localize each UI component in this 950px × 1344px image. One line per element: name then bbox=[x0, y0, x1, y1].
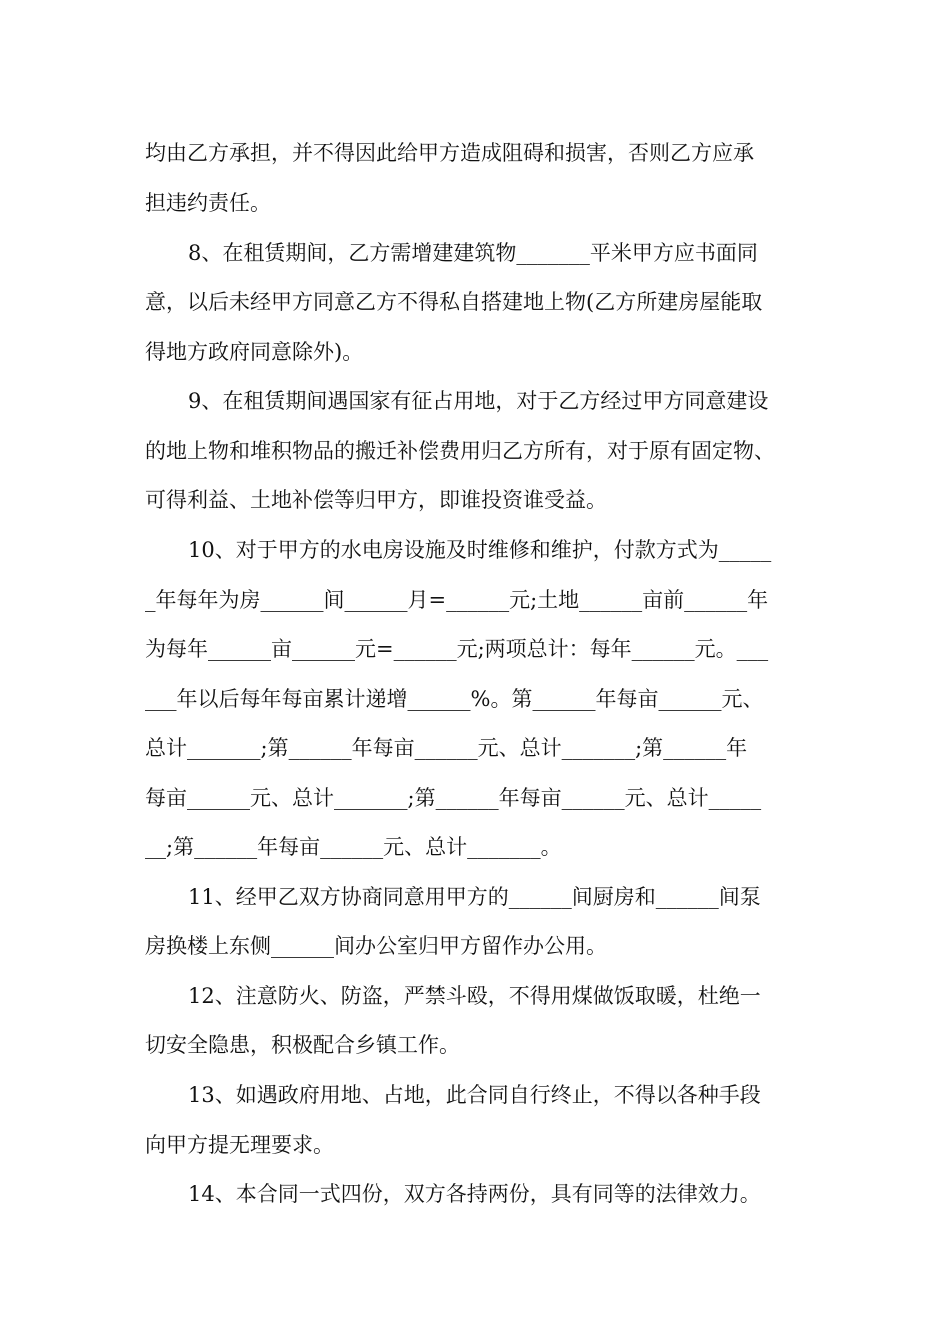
text-line bbox=[0, 135, 950, 171]
text-line-content: 的地上物和堆积物品的搬迁补偿费用归乙方所有，对于原有固定物、 bbox=[145, 439, 775, 463]
text-line-content: 可得利益、土地补偿等归甲方，即谁投资谁受益。 bbox=[145, 488, 607, 512]
text-line bbox=[0, 284, 950, 320]
text-line bbox=[0, 532, 950, 568]
text-line bbox=[0, 433, 950, 469]
text-line bbox=[0, 1077, 950, 1113]
text-line bbox=[0, 1176, 950, 1212]
text-line bbox=[0, 482, 950, 518]
text-line-content: 12、注意防火、防盗，严禁斗殴，不得用煤做饭取暖，杜绝一 bbox=[188, 984, 761, 1008]
text-line bbox=[0, 978, 950, 1014]
text-line-content: 意，以后未经甲方同意乙方不得私自搭建地上物(乙方所建房屋能取 bbox=[145, 290, 763, 314]
text-line bbox=[0, 829, 950, 865]
text-line-content: 得地方政府同意除外)。 bbox=[145, 340, 364, 364]
text-line-content: 每亩______元、总计_______;第______年每亩______元、总计_____ bbox=[145, 786, 762, 810]
text-line-content: 10、对于甲方的水电房设施及时维修和维护，付款方式为_____ bbox=[188, 538, 772, 562]
text-line-content: 9、在租赁期间遇国家有征占用地，对于乙方经过甲方同意建设 bbox=[188, 389, 769, 413]
text-line-content: 14、本合同一式四份，双方各持两份，具有同等的法律效力。 bbox=[188, 1182, 761, 1206]
text-line-content: 8、在租赁期间，乙方需增建建筑物_______平米甲方应书面同 bbox=[188, 241, 758, 265]
text-line bbox=[0, 928, 950, 964]
text-line-content: __;第______年每亩______元、总计_______。 bbox=[145, 835, 562, 859]
text-line bbox=[0, 582, 950, 618]
text-line-content: 总计_______;第______年每亩______元、总计_______;第______年 bbox=[145, 736, 748, 760]
text-line bbox=[0, 383, 950, 419]
text-line-content: 切安全隐患，积极配合乡镇工作。 bbox=[145, 1033, 460, 1057]
text-line-content: 为每年______亩______元=______元;两项总计：每年______元。___ bbox=[145, 637, 769, 661]
text-line bbox=[0, 730, 950, 766]
text-line-content: 担违约责任。 bbox=[145, 191, 271, 215]
text-line-content: 向甲方提无理要求。 bbox=[145, 1133, 334, 1157]
text-line-content: _年每年为房______间______月=______元;土地______亩前______年 bbox=[145, 588, 769, 612]
text-line bbox=[0, 681, 950, 717]
text-line bbox=[0, 879, 950, 915]
text-line bbox=[0, 1027, 950, 1063]
text-line bbox=[0, 185, 950, 221]
text-line bbox=[0, 334, 950, 370]
text-line bbox=[0, 235, 950, 271]
text-line-content: ___年以后每年每亩累计递增______%。第______年每亩______元、 bbox=[145, 687, 764, 711]
text-line-content: 13、如遇政府用地、占地，此合同自行终止，不得以各种手段 bbox=[188, 1083, 761, 1107]
text-line bbox=[0, 631, 950, 667]
text-line-content: 房换楼上东侧______间办公室归甲方留作办公用。 bbox=[145, 934, 607, 958]
text-line-content: 均由乙方承担，并不得因此给甲方造成阻碍和损害，否则乙方应承 bbox=[145, 141, 754, 165]
text-line bbox=[0, 1127, 950, 1163]
text-line bbox=[0, 780, 950, 816]
text-line-content: 11、经甲乙双方协商同意用甲方的______间厨房和______间泵 bbox=[188, 885, 761, 909]
